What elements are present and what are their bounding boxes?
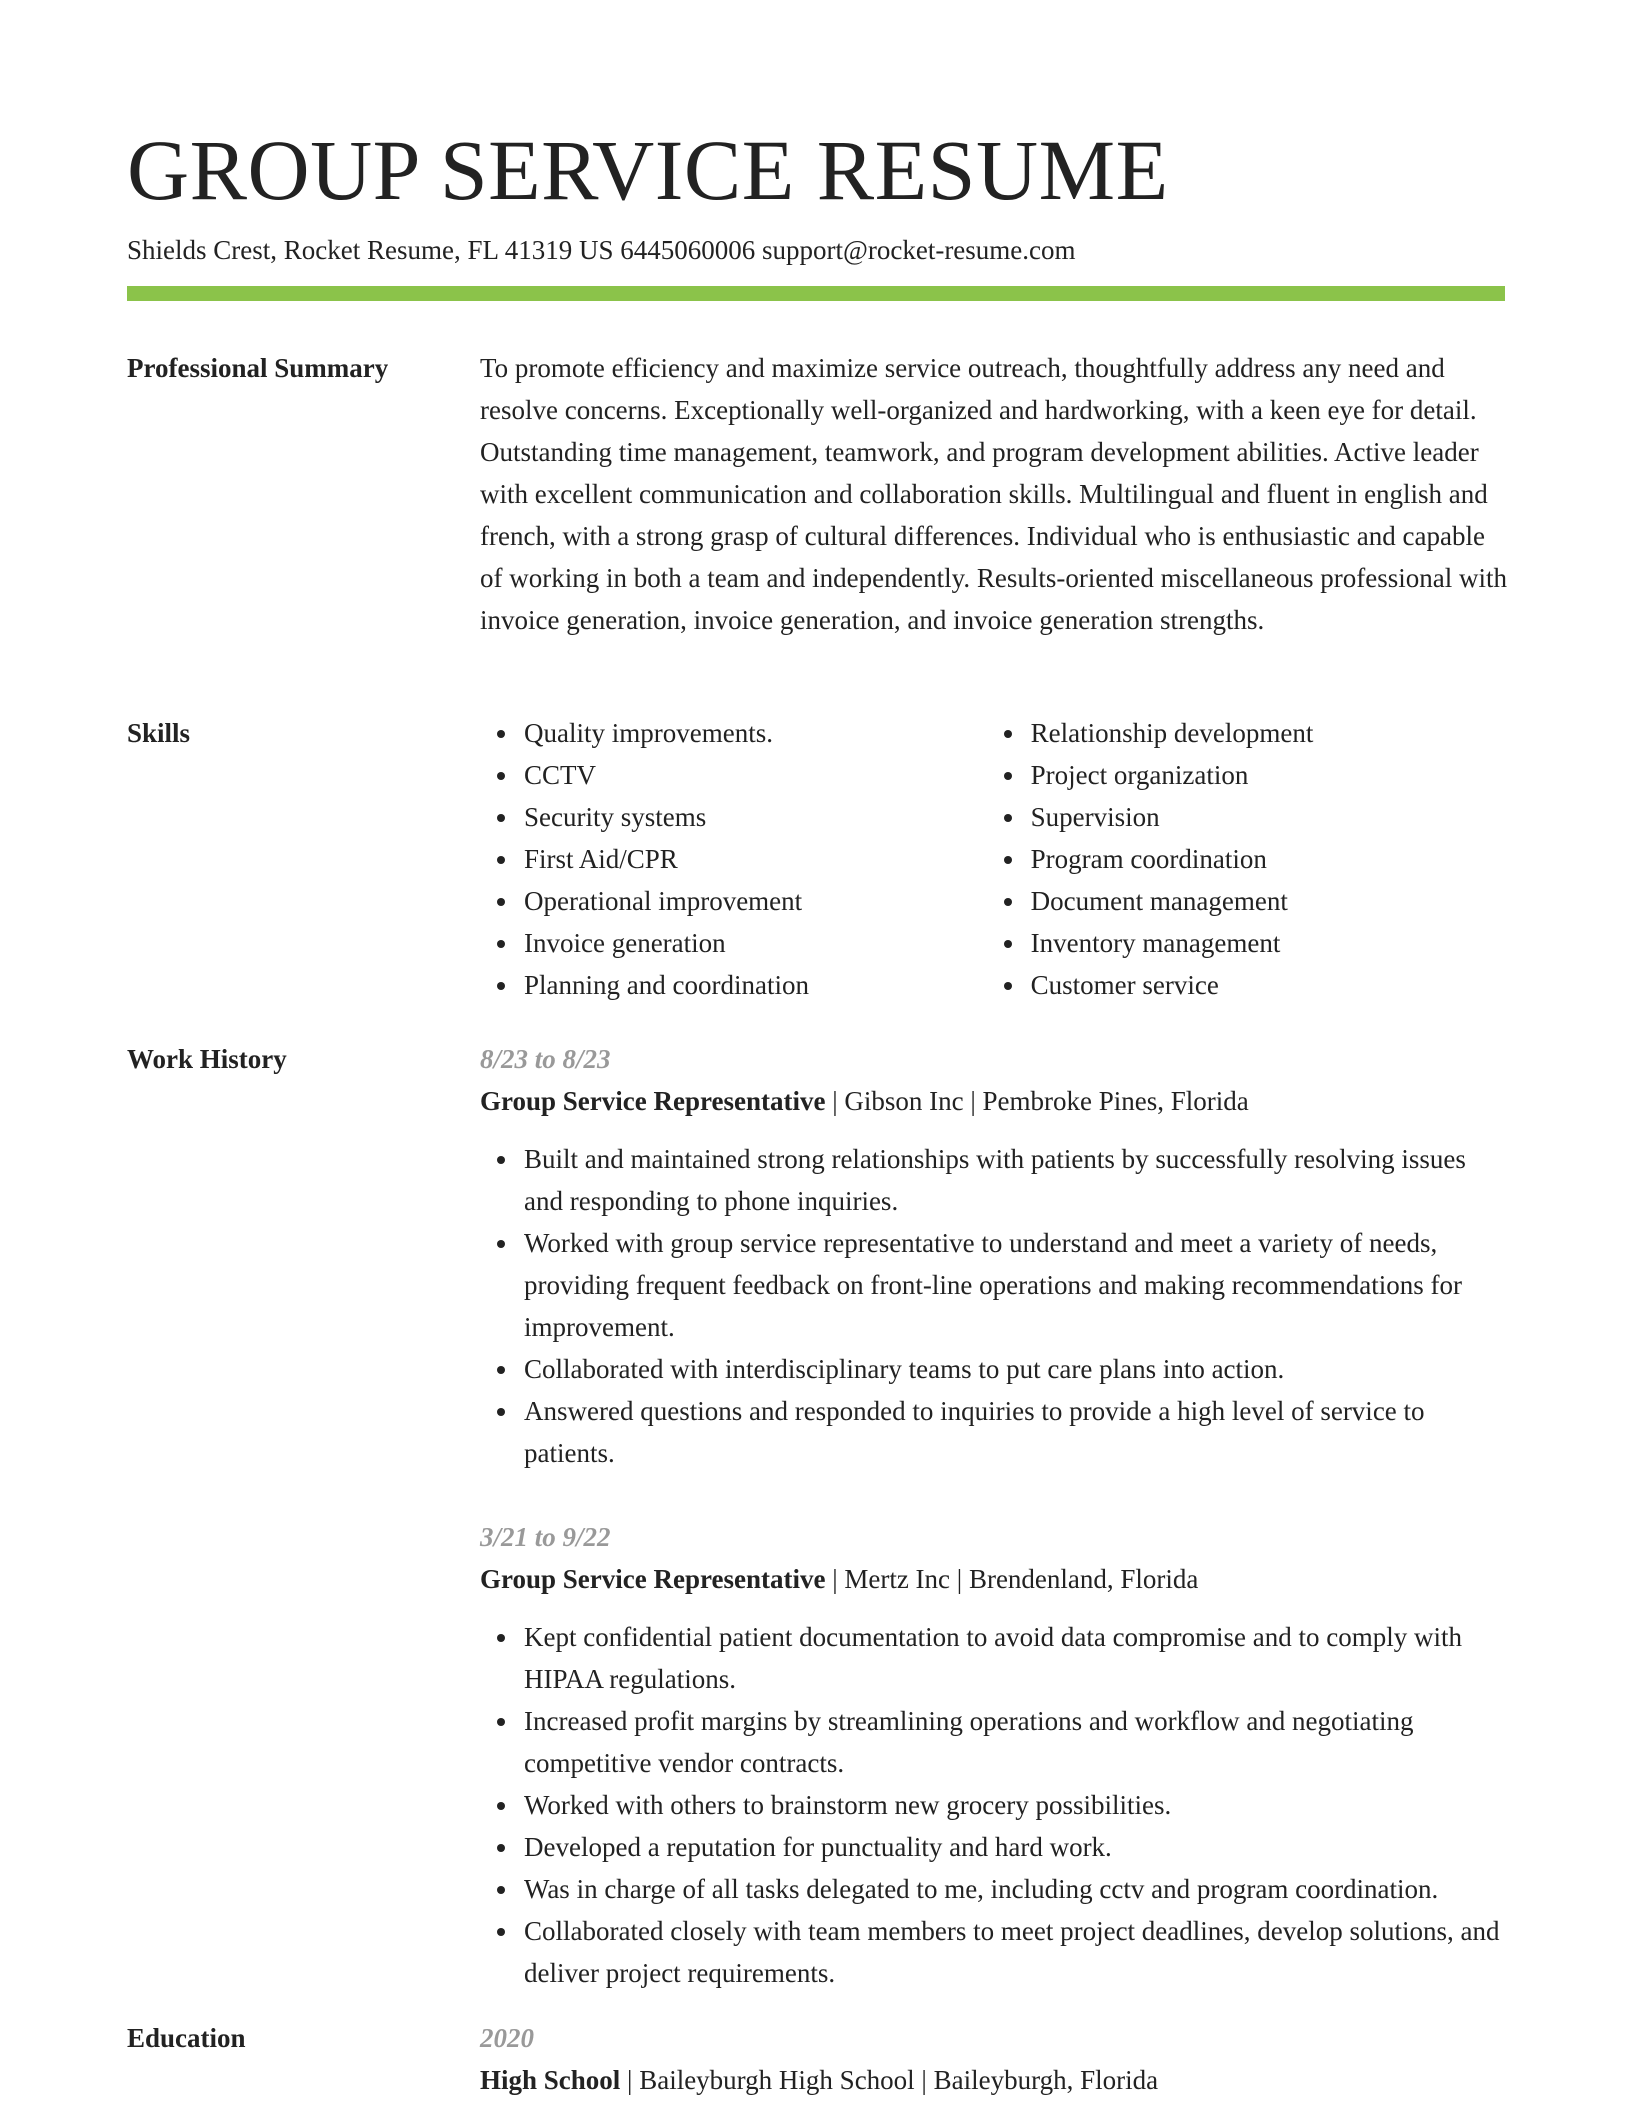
- phone: 6445060006: [620, 235, 756, 265]
- duty-item: Collaborated with interdisciplinary teams to put care plans into action.: [524, 1348, 1508, 1390]
- duty-item: Collaborated closely with team members to meet project deadlines, develop solutions, and deliver project requirements.: [524, 1910, 1508, 1994]
- job-employer-location: | Gibson Inc | Pembroke Pines, Florida: [825, 1086, 1249, 1116]
- summary-text: To promote efficiency and maximize service outreach, thoughtfully address any need and resolve concerns. Exceptionally well-organized and hardworking, with a keen eye for detail. Outstanding time management, teamwork, and program development abilities. Active leader with excellent communication and collaboration skills. Multilingual and fluent in english and french, with a strong grasp of cultural differences. Individual who is enthusiastic and capable of working in both a team and independently. Results-oriented miscellaneous professional with invoice generation, invoice generation, and invoice generation strengths.: [480, 353, 1508, 635]
- resume-title: GROUP SERVICE RESUME: [127, 122, 1169, 218]
- skill-item: Supervision: [1031, 796, 1508, 838]
- job-title: Group Service Representative: [480, 1086, 826, 1116]
- job-dates: 3/21 to 9/22: [480, 1522, 611, 1552]
- skill-item: Program coordination: [1031, 838, 1508, 880]
- duty-item: Developed a reputation for punctuality and hard work.: [524, 1826, 1508, 1868]
- education-heading-line: [480, 2059, 1508, 2101]
- contact-line: [127, 232, 1076, 268]
- duty-item: Increased profit margins by streamlining operations and workflow and negotiating competitive vendor contracts.: [524, 1700, 1508, 1784]
- skill-item: Quality improvements.: [524, 712, 987, 754]
- skills-list-right: [987, 712, 1508, 1006]
- job-heading: [480, 1080, 1508, 1122]
- school-location: | Baileyburgh High School | Baileyburgh, Florida: [620, 2065, 1159, 2095]
- skill-item: CCTV: [524, 754, 987, 796]
- education-date: 2020: [480, 2023, 534, 2053]
- skill-item: Planning and coordination: [524, 964, 987, 1006]
- address: Shields Crest, Rocket Resume, FL 41319 US: [127, 235, 614, 265]
- job-entry: [480, 1038, 1508, 1474]
- skill-item: Relationship development: [1031, 712, 1508, 754]
- duty-item: Built and maintained strong relationships with patients by successfully resolving issues and responding to phone inquiries.: [524, 1138, 1508, 1222]
- education-heading: Education: [127, 2023, 246, 2053]
- skill-item: Project organization: [1031, 754, 1508, 796]
- job-duties: [480, 1616, 1508, 1994]
- duty-item: Worked with group service representative to understand and meet a variety of needs, providing frequent feedback on front-line operations and making recommendations for improvement.: [524, 1222, 1508, 1348]
- email: support@rocket-resume.com: [762, 235, 1076, 265]
- skill-item: Inventory management: [1031, 922, 1508, 964]
- skill-item: Document management: [1031, 880, 1508, 922]
- job-heading: [480, 1558, 1508, 1600]
- skill-item: Invoice generation: [524, 922, 987, 964]
- skill-item: Operational improvement: [524, 880, 987, 922]
- degree: High School: [480, 2065, 621, 2095]
- summary-heading: Professional Summary: [127, 353, 389, 383]
- job-title: Group Service Representative: [480, 1564, 826, 1594]
- skill-item: Customer service: [1031, 964, 1508, 1006]
- duty-item: Kept confidential patient documentation to avoid data compromise and to comply with HIPAA regulations.: [524, 1616, 1508, 1700]
- job-employer-location: | Mertz Inc | Brendenland, Florida: [825, 1564, 1199, 1594]
- skill-item: Security systems: [524, 796, 987, 838]
- header-divider: [127, 286, 1505, 301]
- duty-item: Answered questions and responded to inquiries to provide a high level of service to patients.: [524, 1390, 1508, 1474]
- job-dates: 8/23 to 8/23: [480, 1044, 611, 1074]
- work-history-heading: Work History: [127, 1044, 287, 1074]
- skills-heading: Skills: [127, 718, 191, 748]
- duty-item: Was in charge of all tasks delegated to me, including cctv and program coordination.: [524, 1868, 1508, 1910]
- job-entry: [480, 1516, 1508, 1994]
- skill-item: First Aid/CPR: [524, 838, 987, 880]
- job-duties: [480, 1138, 1508, 1474]
- duty-item: Worked with others to brainstorm new grocery possibilities.: [524, 1784, 1508, 1826]
- skills-list-left: [480, 712, 987, 1006]
